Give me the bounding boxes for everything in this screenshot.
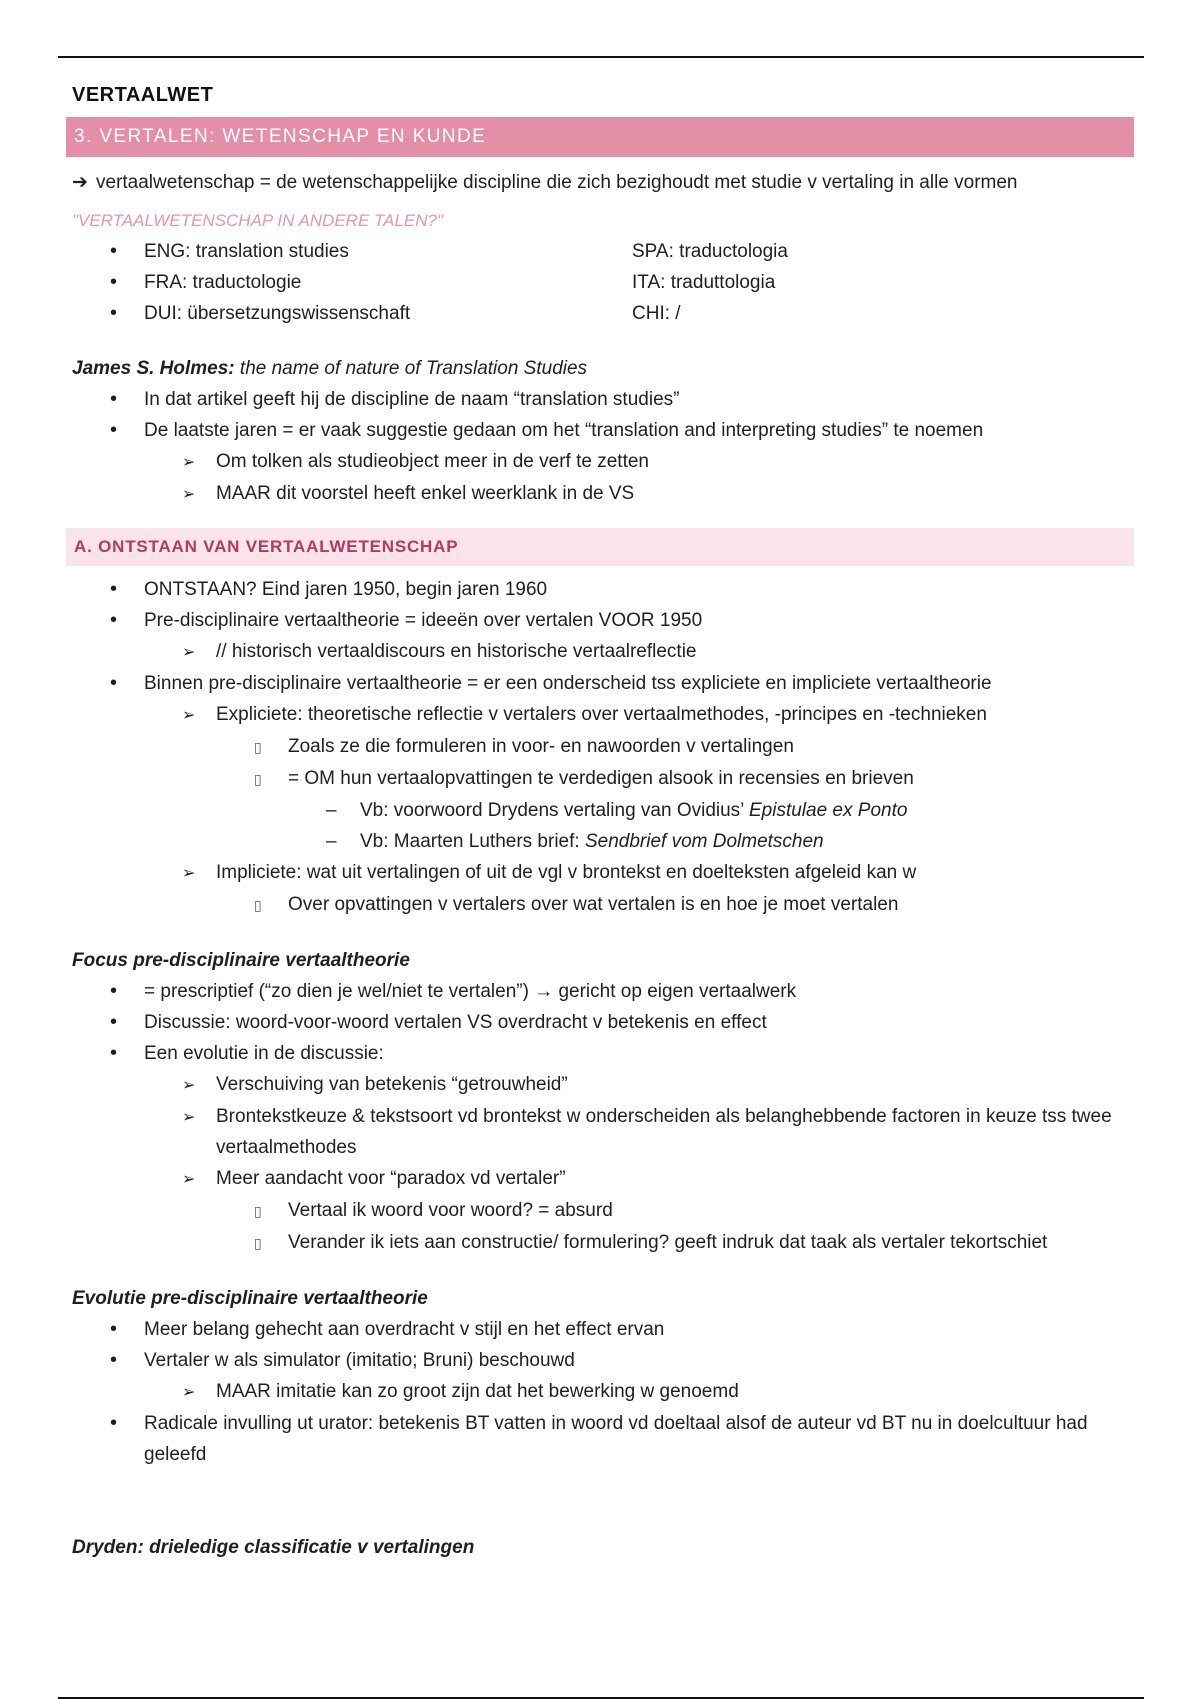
bullet-icon bbox=[110, 298, 144, 329]
sub-list-item bbox=[182, 478, 1142, 510]
example-text: Vb: Maarten Luthers brief: bbox=[360, 831, 580, 852]
list-item-text: Discussie: woord-voor-woord vertalen VS overdracht v betekenis en effect bbox=[144, 1012, 767, 1033]
top-rule bbox=[58, 56, 1144, 58]
list-item-text: Expliciete: theoretische reflectie v vertalers over vertaalmethodes, -principes en -technieken bbox=[216, 704, 987, 725]
list-item bbox=[110, 384, 1142, 415]
list-item bbox=[110, 574, 1142, 605]
box-bullet-icon bbox=[254, 1227, 288, 1259]
list-item-text: In dat artikel geeft hij de discipline de naam “translation studies” bbox=[144, 389, 680, 410]
list-item-text: Over opvattingen v vertalers over wat vertalen is en hoe je moet vertalen bbox=[288, 894, 899, 915]
bullet-icon bbox=[110, 1345, 144, 1376]
box-bullet-icon bbox=[254, 763, 288, 795]
list-item-text: Meer aandacht voor “paradox vd vertaler” bbox=[216, 1168, 566, 1189]
box-bullet-icon bbox=[254, 889, 288, 921]
list-item-text: MAAR dit voorstel heeft enkel weerklank in de VS bbox=[216, 483, 635, 504]
sub-list-item bbox=[182, 699, 1142, 731]
language-left: FRA: traductologie bbox=[144, 272, 302, 293]
holmes-author: James S. Holmes: bbox=[72, 358, 235, 379]
sub-sub-list-item bbox=[254, 889, 1142, 921]
list-item bbox=[110, 668, 1142, 699]
definition-line bbox=[72, 167, 1142, 198]
right-arrow-icon: ➔ bbox=[72, 172, 88, 193]
list-item bbox=[110, 1007, 1142, 1038]
example-text: Vb: voorwoord Drydens vertaling van Ovidius’ bbox=[360, 800, 744, 821]
sub-list-item bbox=[182, 636, 1142, 668]
bullet-icon bbox=[110, 1038, 144, 1069]
language-left: DUI: übersetzungswissenschaft bbox=[144, 303, 411, 324]
chevron-bullet-icon bbox=[182, 1376, 216, 1408]
holmes-heading bbox=[72, 353, 1142, 384]
chevron-bullet-icon bbox=[182, 1069, 216, 1101]
definition-text: vertaalwetenschap = de wetenschappelijke discipline die zich bezighoudt met studie v vertaling in alle vormen bbox=[96, 172, 1018, 193]
bullet-icon bbox=[110, 605, 144, 636]
list-item bbox=[110, 1038, 1142, 1069]
sub-list-item bbox=[182, 1163, 1142, 1195]
language-row bbox=[110, 236, 1142, 267]
bullet-icon bbox=[110, 415, 144, 446]
list-item-text: Verander ik iets aan constructie/ formulering? geeft indruk dat taak als vertaler tekortschiet bbox=[288, 1232, 1048, 1253]
bullet-icon bbox=[110, 236, 144, 267]
list-item-text: Vertaler w als simulator (imitatio; Bruni) beschouwd bbox=[144, 1350, 575, 1371]
example-item bbox=[326, 826, 1142, 857]
bullet-icon bbox=[110, 1408, 144, 1439]
list-item-text: = prescriptief (“zo dien je wel/niet te vertalen”) → gericht op eigen vertaalwerk bbox=[144, 981, 797, 1002]
list-item bbox=[110, 976, 1142, 1007]
dryden-heading: Dryden: drieledige classificatie v vertalingen bbox=[72, 1537, 475, 1558]
list-item-text: Zoals ze die formuleren in voor- en nawoorden v vertalingen bbox=[288, 736, 794, 757]
bullet-icon bbox=[110, 384, 144, 415]
sub-sub-list-item bbox=[254, 1227, 1142, 1259]
list-item-text: Impliciete: wat uit vertalingen of uit de vgl v brontekst en doelteksten afgeleid kan w bbox=[216, 862, 917, 883]
evolutie-heading: Evolutie pre-disciplinaire vertaaltheorie bbox=[72, 1288, 428, 1309]
dash-bullet-icon bbox=[326, 795, 360, 826]
bullet-icon bbox=[110, 668, 144, 699]
list-item-text: Een evolutie in de discussie: bbox=[144, 1043, 384, 1064]
list-item-text: Binnen pre-disciplinaire vertaaltheorie = er een onderscheid tss expliciete en impliciete vertaaltheorie bbox=[144, 673, 992, 694]
chevron-bullet-icon bbox=[182, 446, 216, 478]
holmes-title: the name of nature of Translation Studies bbox=[239, 358, 588, 379]
list-item-text: Pre-disciplinaire vertaaltheorie = ideeën over vertalen VOOR 1950 bbox=[144, 610, 703, 631]
sub-list-item bbox=[182, 1376, 1142, 1408]
list-item-text: Meer belang gehecht aan overdracht v stijl en het effect ervan bbox=[144, 1319, 665, 1340]
sub-list-item bbox=[182, 446, 1142, 478]
list-item-text: MAAR imitatie kan zo groot zijn dat het bewerking w genoemd bbox=[216, 1381, 739, 1402]
document-body bbox=[72, 84, 1142, 1563]
list-item-text: ONTSTAAN? Eind jaren 1950, begin jaren 1960 bbox=[144, 579, 548, 600]
chevron-bullet-icon bbox=[182, 478, 216, 510]
list-item bbox=[110, 605, 1142, 636]
subsection-banner: A. ONTSTAAN VAN VERTAALWETENSCHAP bbox=[66, 528, 1134, 566]
chevron-bullet-icon bbox=[182, 636, 216, 668]
sub-list-item bbox=[182, 857, 1142, 889]
sub-list-item bbox=[182, 1101, 1142, 1163]
list-item-text: = OM hun vertaalopvattingen te verdedigen alsook in recensies en brieven bbox=[288, 768, 914, 789]
list-item-text: Radicale invulling ut urator: betekenis BT vatten in woord vd doeltaal alsof de auteur vd BT nu in doelcultuur had geleefd bbox=[144, 1413, 1088, 1465]
list-item-text: Brontekstkeuze & tekstsoort vd brontekst w onderscheiden als belanghebbende factoren in keuze tss twee vertaalmethodes bbox=[216, 1106, 1112, 1158]
chevron-bullet-icon bbox=[182, 1163, 216, 1195]
bullet-icon bbox=[110, 267, 144, 298]
example-title: Epistulae ex Ponto bbox=[748, 800, 908, 821]
chevron-bullet-icon bbox=[182, 699, 216, 731]
section-banner: 3. VERTALEN: WETENSCHAP EN KUNDE bbox=[66, 117, 1134, 157]
list-item-text: Vertaal ik woord voor woord? = absurd bbox=[288, 1200, 613, 1221]
list-item bbox=[110, 1314, 1142, 1345]
language-right: CHI: / bbox=[632, 303, 681, 324]
list-item-text: Verschuiving van betekenis “getrouwheid” bbox=[216, 1074, 568, 1095]
sub-sub-list-item bbox=[254, 731, 1142, 763]
sub-sub-list-item bbox=[254, 763, 1142, 795]
bottom-rule bbox=[58, 1697, 1144, 1699]
box-bullet-icon bbox=[254, 731, 288, 763]
sub-sub-list-item bbox=[254, 1195, 1142, 1227]
other-languages-heading: "VERTAALWETENSCHAP IN ANDERE TALEN?" bbox=[72, 211, 444, 230]
bullet-icon bbox=[110, 574, 144, 605]
language-right: SPA: traductologia bbox=[632, 241, 788, 262]
chevron-bullet-icon bbox=[182, 857, 216, 889]
list-item bbox=[110, 1345, 1142, 1376]
language-row bbox=[110, 267, 1142, 298]
bullet-icon bbox=[110, 1314, 144, 1345]
bullet-icon bbox=[110, 1007, 144, 1038]
example-item bbox=[326, 795, 1142, 826]
box-bullet-icon bbox=[254, 1195, 288, 1227]
list-item-text: De laatste jaren = er vaak suggestie gedaan om het “translation and interpreting studies” te noemen bbox=[144, 420, 984, 441]
focus-heading: Focus pre-disciplinaire vertaaltheorie bbox=[72, 950, 410, 971]
list-item bbox=[110, 1408, 1142, 1470]
document-title: VERTAALWET bbox=[72, 84, 214, 106]
language-left: ENG: translation studies bbox=[144, 241, 349, 262]
language-row bbox=[110, 298, 1142, 329]
bullet-icon bbox=[110, 976, 144, 1007]
sub-list-item bbox=[182, 1069, 1142, 1101]
language-right: ITA: traduttologia bbox=[632, 272, 776, 293]
chevron-bullet-icon bbox=[182, 1101, 216, 1133]
list-item-text: Om tolken als studieobject meer in de verf te zetten bbox=[216, 451, 649, 472]
example-title: Sendbrief vom Dolmetschen bbox=[584, 831, 824, 852]
dash-bullet-icon bbox=[326, 826, 360, 857]
list-item-text: // historisch vertaaldiscours en historische vertaalreflectie bbox=[216, 641, 697, 662]
list-item bbox=[110, 415, 1142, 446]
